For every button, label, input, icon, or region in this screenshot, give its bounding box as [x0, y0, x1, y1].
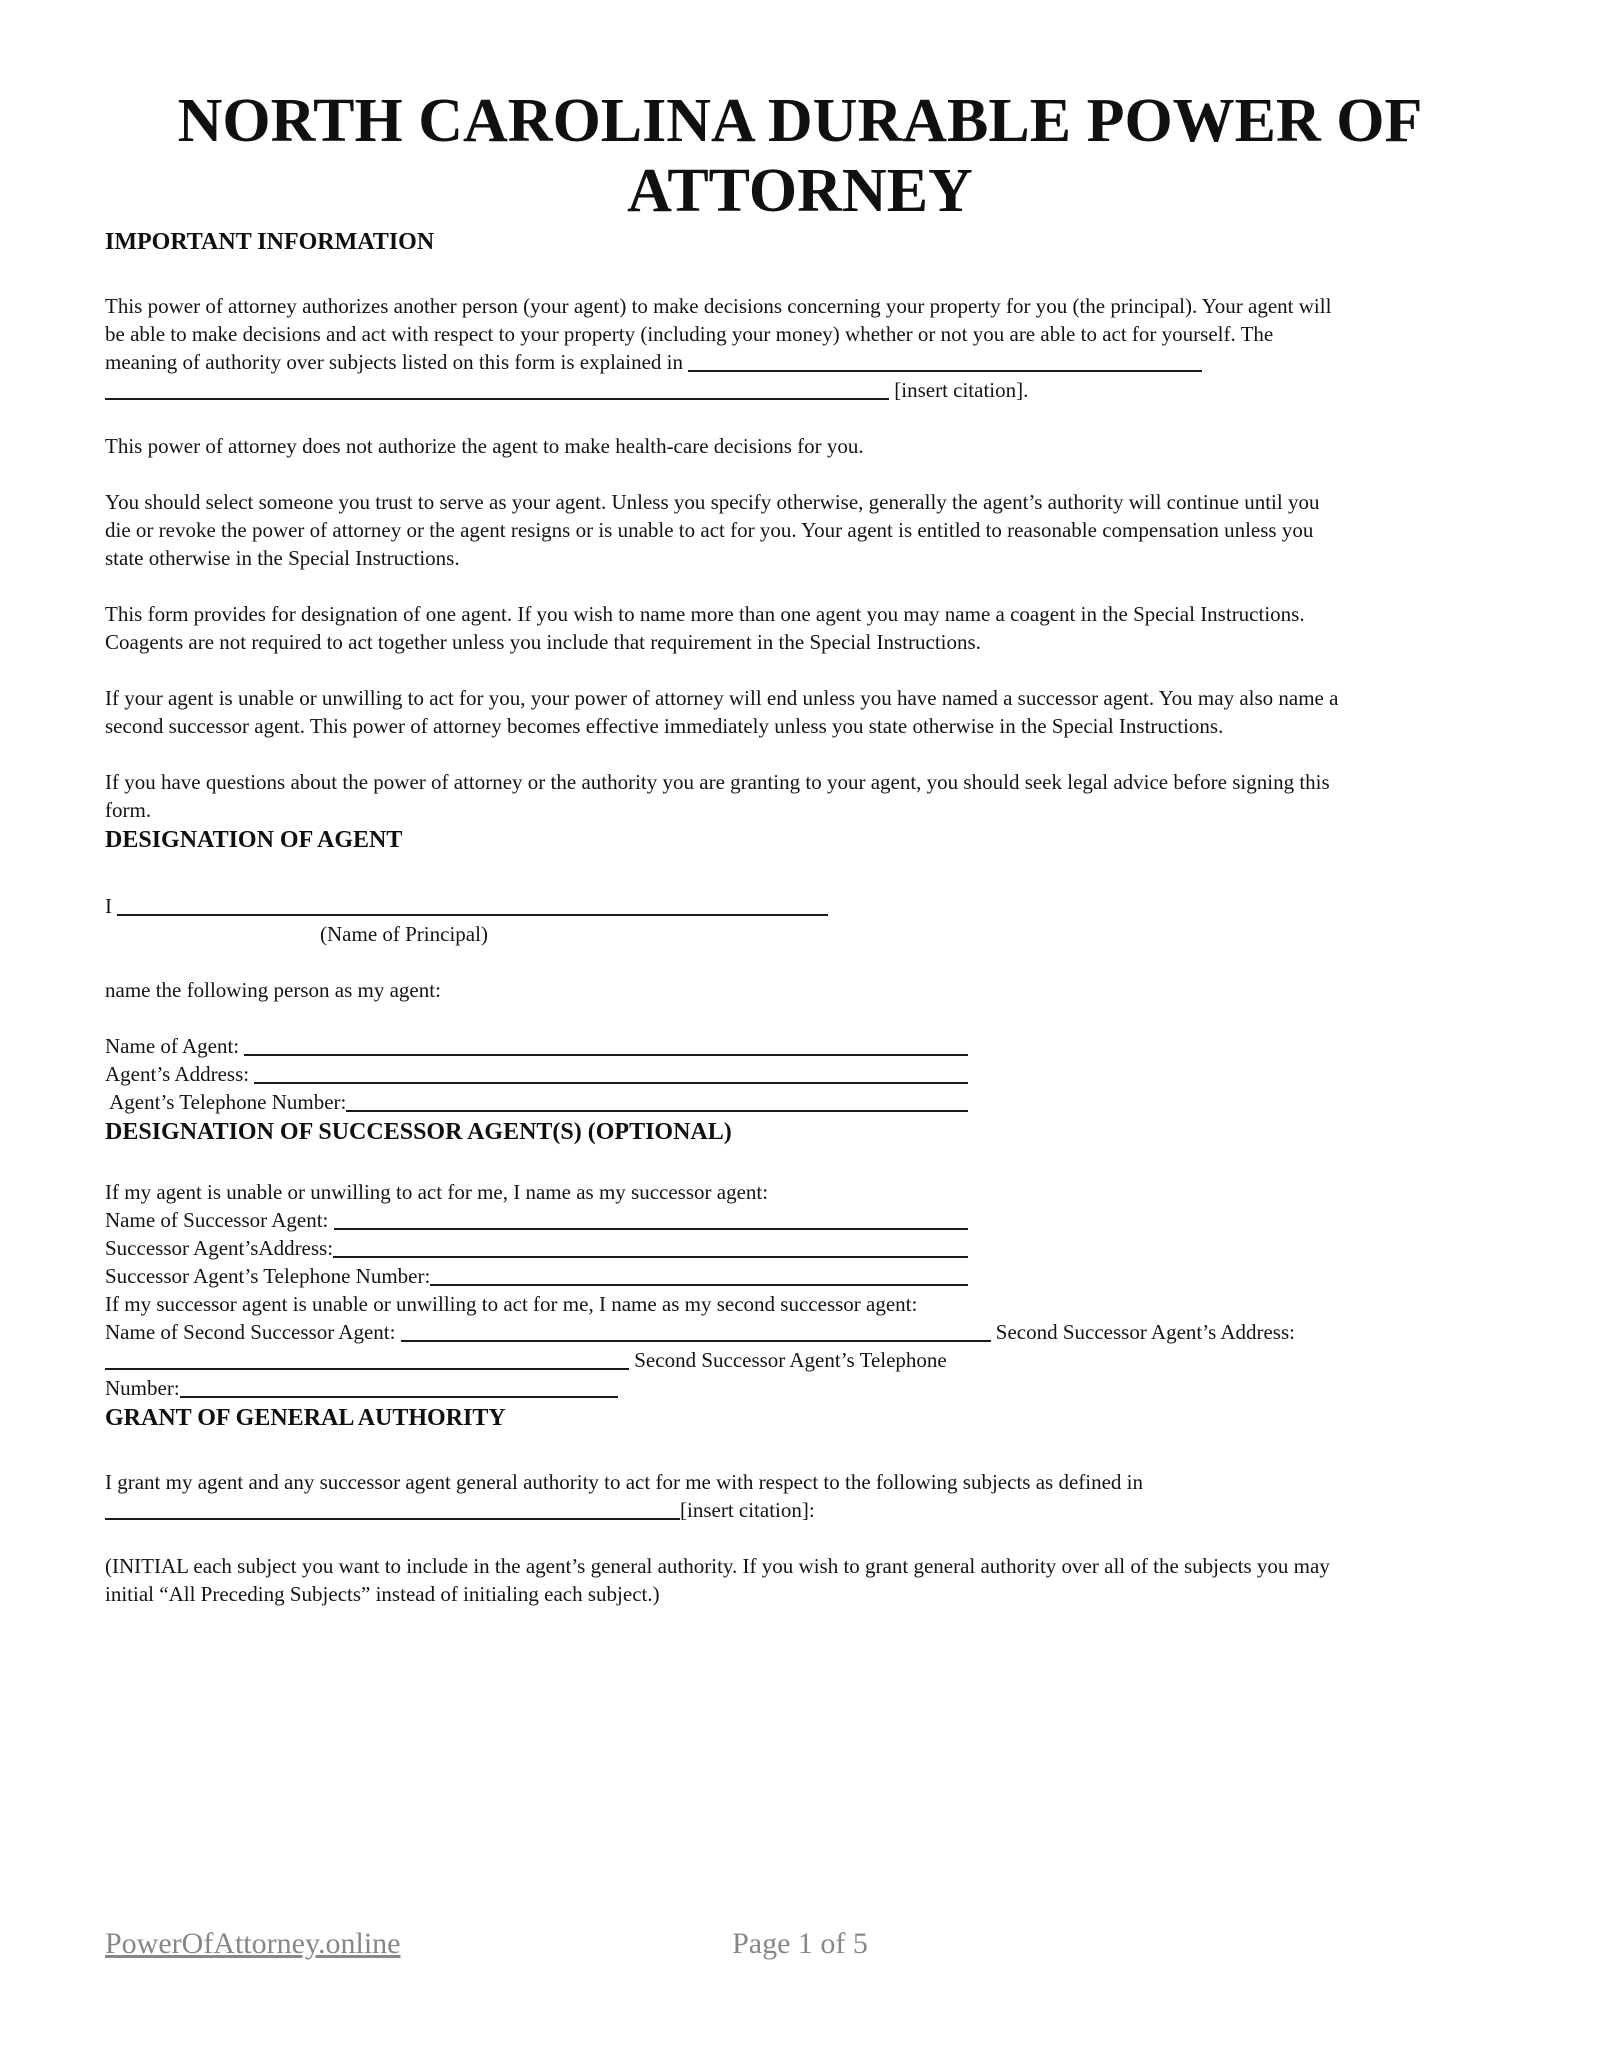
fill-in-blank-successor-phone — [430, 1262, 968, 1286]
paragraph-healthcare — [105, 432, 1495, 460]
principal-name-line — [105, 892, 828, 920]
paragraph-line: This power of attorney does not authorize the agent to make health-care decisions for you. — [105, 434, 864, 458]
initial-instructions-paragraph — [105, 1552, 1495, 1608]
section-heading-grant-of-authority: GRANT OF GENERAL AUTHORITY — [105, 1405, 506, 1431]
agent-intro-block — [105, 976, 1495, 1004]
successor-name-line — [105, 1206, 968, 1234]
principal-caption: (Name of Principal) — [320, 922, 488, 946]
page-footer — [105, 1926, 1495, 1962]
paragraph-select-agent — [105, 488, 1495, 572]
agent-address-line — [105, 1060, 968, 1088]
paragraph-line: You should select someone you trust to serve as your agent. Unless you specify otherwise, generally the agent’s authority will continue until you — [105, 490, 1320, 514]
paragraph-line: name the following person as my agent: — [105, 978, 441, 1002]
document-title-line-1: NORTH CAROLINA DURABLE POWER OF — [177, 87, 1423, 155]
successor-fields-block — [105, 1178, 1495, 1402]
insert-citation-label: [insert citation]. — [889, 378, 1029, 402]
fill-in-blank-second-successor-address — [105, 1346, 629, 1370]
principal-i-label: I — [105, 894, 118, 918]
successor-phone-line — [105, 1262, 968, 1290]
paragraph-line: initial “All Preceding Subjects” instead of initialing each subject.) — [105, 1582, 660, 1606]
paragraph-legal-advice — [105, 768, 1495, 824]
document-title-line-2: ATTORNEY — [627, 157, 973, 225]
paragraph-line-with-blank — [105, 348, 1202, 376]
paragraph-line: Coagents are not required to act together unless you include that requirement in the Special Instructions. — [105, 630, 981, 654]
paragraph-line: I grant my agent and any successor agent general authority to act for me with respect to the following subjects as defined in — [105, 1470, 1144, 1494]
second-successor-name-line — [105, 1318, 1295, 1346]
paragraph-coagent — [105, 600, 1495, 656]
paragraph-line: This form provides for designation of one agent. If you wish to name more than one agent you may name a coagent in the Special Instructions. — [105, 602, 1305, 626]
fill-in-blank-successor-name — [334, 1206, 968, 1230]
successor-address-label: Successor Agent’sAddress: — [105, 1236, 334, 1260]
paragraph-line: If you have questions about the power of attorney or the authority you are granting to your agent, you should seek legal advice before signing this — [105, 770, 1330, 794]
paragraph-line: (INITIAL each subject you want to include in the agent’s general authority. If you wish to grant general authority over all of the subjects you may — [105, 1554, 1330, 1578]
second-successor-address-line — [105, 1346, 1495, 1374]
second-successor-name-label: Name of Second Successor Agent: — [105, 1320, 401, 1344]
second-successor-intro-line: If my successor agent is unable or unwilling to act for me, I name as my second successor agent: — [105, 1292, 918, 1316]
successor-address-line — [105, 1234, 968, 1262]
paragraph-line: meaning of authority over subjects listed on this form is explained in — [105, 350, 689, 374]
fill-in-blank-citation-1 — [688, 348, 1202, 372]
section-heading-important-information: IMPORTANT INFORMATION — [105, 229, 435, 255]
fill-in-blank-principal-name — [117, 892, 828, 916]
successor-intro-line: If my agent is unable or unwilling to act for me, I name as my successor agent: — [105, 1180, 769, 1204]
footer-page-number: Page 1 of 5 — [732, 1927, 868, 1960]
successor-name-label: Name of Successor Agent: — [105, 1208, 334, 1232]
second-successor-phone-label: Second Successor Agent’s Telephone — [629, 1348, 947, 1372]
paragraph-line: This power of attorney authorizes another person (your agent) to make decisions concerning your property for you (the principal). Your agent will — [105, 294, 1332, 318]
paragraph-authorizes — [105, 292, 1495, 404]
fill-in-blank-citation-2 — [105, 376, 889, 400]
section-heading-successor-agent: DESIGNATION OF SUCCESSOR AGENT(S) (OPTIONAL) — [105, 1119, 732, 1145]
paragraph-line-with-blank — [105, 376, 1495, 404]
fill-in-blank-second-successor-name — [401, 1318, 991, 1342]
second-successor-number-line — [105, 1374, 618, 1402]
section-heading-designation-of-agent: DESIGNATION OF AGENT — [105, 827, 403, 853]
agent-address-label: Agent’s Address: — [105, 1062, 255, 1086]
agent-phone-line — [105, 1088, 968, 1116]
grant-paragraph — [105, 1468, 1495, 1524]
document-title — [105, 86, 1495, 226]
grant-citation-line — [105, 1496, 1495, 1524]
paragraph-line: state otherwise in the Special Instructions. — [105, 546, 460, 570]
paragraph-successor-info — [105, 684, 1495, 740]
agent-name-label: Name of Agent: — [105, 1034, 245, 1058]
fill-in-blank-agent-phone — [346, 1088, 968, 1112]
fill-in-blank-agent-address — [254, 1060, 968, 1084]
successor-phone-label: Successor Agent’s Telephone Number: — [105, 1264, 431, 1288]
agent-name-line — [105, 1032, 968, 1060]
paragraph-line: If your agent is unable or unwilling to act for you, your power of attorney will end unless you have named a successor agent. You may also name a — [105, 686, 1339, 710]
paragraph-line: form. — [105, 798, 152, 822]
fill-in-blank-agent-name — [244, 1032, 968, 1056]
insert-citation-label: [insert citation]: — [680, 1498, 815, 1522]
agent-fields-block — [105, 1032, 1495, 1116]
number-label: Number: — [105, 1376, 180, 1400]
fill-in-blank-second-successor-phone — [180, 1374, 618, 1398]
paragraph-line: be able to make decisions and act with respect to your property (including your money) whether or not you are able to act for yourself. The — [105, 322, 1274, 346]
paragraph-line: die or revoke the power of attorney or the agent resigns or is unable to act for you. Your agent is entitled to reasonable compensation unless you — [105, 518, 1314, 542]
agent-phone-label: Agent’s Telephone Number: — [105, 1090, 347, 1114]
footer-site-link[interactable]: PowerOfAttorney.online — [105, 1927, 401, 1960]
paragraph-line: second successor agent. This power of attorney becomes effective immediately unless you state otherwise in the Special Instructions. — [105, 714, 1224, 738]
fill-in-blank-grant-citation — [105, 1496, 680, 1520]
principal-name-block — [105, 892, 1495, 948]
fill-in-blank-successor-address — [333, 1234, 968, 1258]
second-successor-address-label: Second Successor Agent’s Address: — [990, 1320, 1295, 1344]
